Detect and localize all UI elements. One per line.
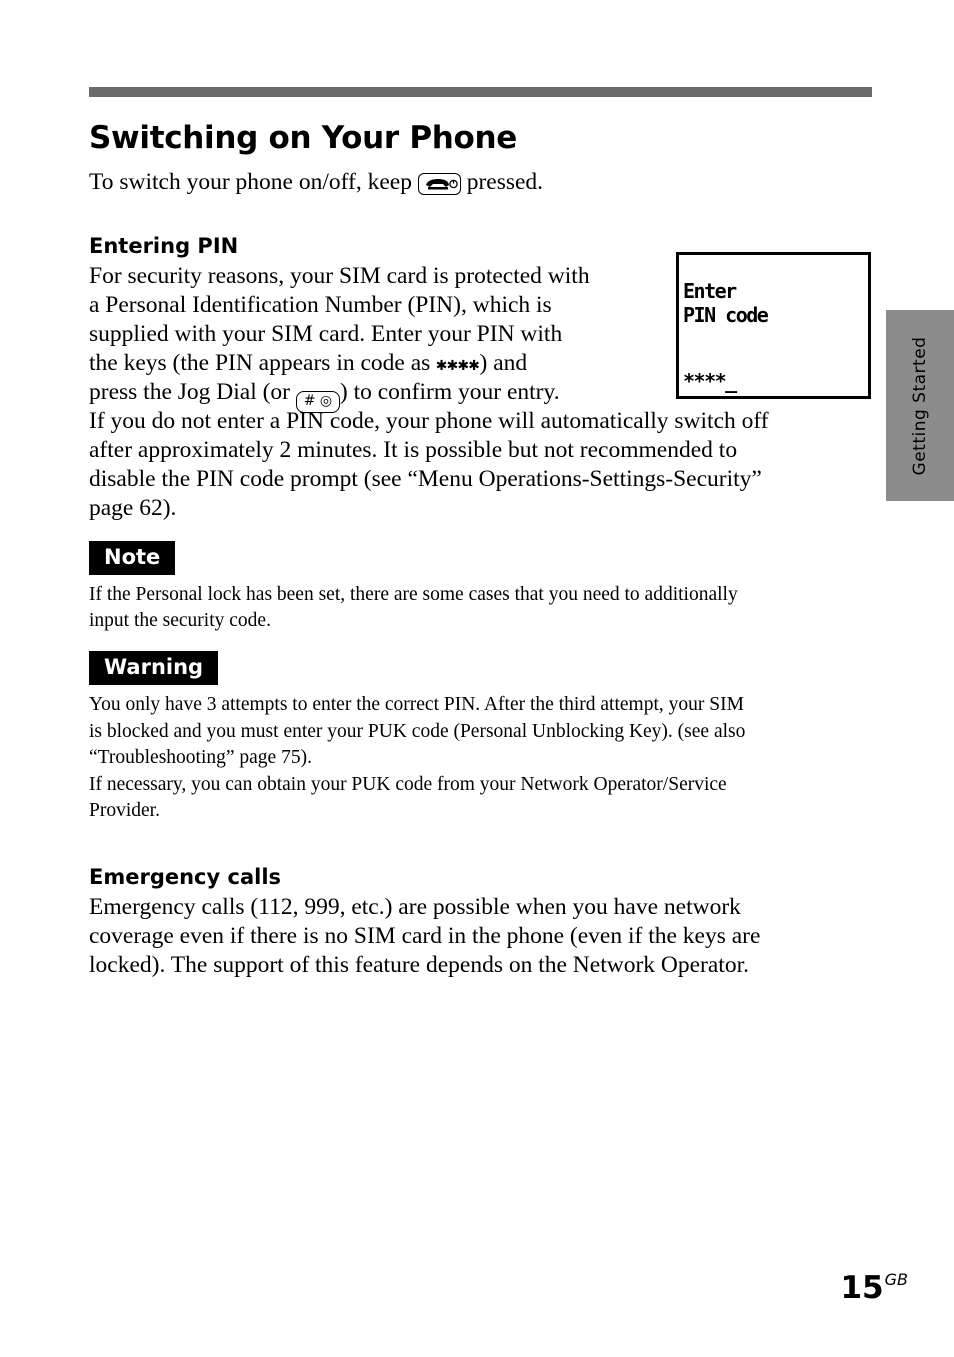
lcd-line-enter: Enter bbox=[683, 279, 736, 303]
phone-screen-illustration bbox=[676, 252, 871, 399]
page-number-value: 15 bbox=[840, 1270, 884, 1306]
emergency-line-1: Emergency calls (112, 999, etc.) are possible when you have network bbox=[89, 894, 741, 920]
pin-full-line-4: page 62). bbox=[89, 495, 177, 521]
emergency-line-2: coverage even if there is no SIM card in the phone (even if the keys are bbox=[89, 923, 761, 949]
page-title: Switching on Your Phone bbox=[89, 120, 518, 156]
note-line-1: If the Personal lock has been set, there are some cases that you need to additionally bbox=[89, 584, 738, 605]
pin-asterisks-icon: ✱✱✱✱ bbox=[436, 354, 480, 375]
note-label: Note bbox=[89, 541, 175, 575]
pin-full-line-2: after approximately 2 minutes. It is possible but not recommended to bbox=[89, 437, 738, 463]
warning-line-4: If necessary, you can obtain your PUK code from your Network Operator/Service bbox=[89, 774, 727, 795]
intro-text-before: To switch your phone on/off, keep bbox=[89, 169, 418, 195]
page-number-suffix: GB bbox=[884, 1270, 908, 1289]
warning-line-5: Provider. bbox=[89, 800, 160, 821]
pin-full-line-1: If you do not enter a PIN code, your phone will automatically switch off bbox=[89, 408, 769, 434]
hash-key-icon: # ◎ bbox=[296, 391, 340, 413]
note-line-2: input the security code. bbox=[89, 610, 271, 631]
pin-full-line-3: disable the PIN code prompt (see “Menu Operations-Settings-Security” bbox=[89, 466, 762, 492]
pin-line-4-after: ) and bbox=[479, 350, 528, 376]
power-key-icon bbox=[418, 173, 461, 195]
emergency-line-3: locked). The support of this feature depends on the Network Operator. bbox=[89, 952, 749, 978]
pin-line-3: supplied with your SIM card. Enter your PIN with bbox=[89, 321, 563, 347]
warning-line-1: You only have 3 attempts to enter the correct PIN. After the third attempt, your SIM bbox=[89, 694, 744, 715]
side-section-tab-label: Getting Started bbox=[910, 336, 930, 475]
intro-text-after: pressed. bbox=[460, 169, 544, 195]
pin-line-1: For security reasons, your SIM card is protected with bbox=[89, 263, 590, 289]
emergency-heading: Emergency calls bbox=[89, 865, 282, 889]
pin-line-2: a Personal Identification Number (PIN), which is bbox=[89, 292, 552, 318]
lcd-line-asterisks: ****_ bbox=[683, 369, 736, 393]
top-rule bbox=[89, 87, 872, 97]
pin-line-5-after: ) to confirm your entry. bbox=[339, 379, 560, 405]
warning-line-3: “Troubleshooting” page 75). bbox=[89, 747, 312, 768]
intro-paragraph bbox=[89, 168, 543, 197]
warning-label: Warning bbox=[89, 651, 218, 685]
entering-pin-heading: Entering PIN bbox=[89, 234, 239, 258]
side-section-tab bbox=[886, 310, 954, 501]
lcd-line-pin-code: PIN code bbox=[683, 303, 768, 327]
warning-line-2: is blocked and you must enter your PUK code (Personal Unblocking Key). (see also bbox=[89, 721, 746, 742]
pin-line-4-before: the keys (the PIN appears in code as bbox=[89, 350, 437, 376]
pin-line-5-before: press the Jog Dial (or bbox=[89, 379, 296, 405]
page-number bbox=[840, 1270, 908, 1306]
pin-line-4 bbox=[89, 349, 527, 379]
